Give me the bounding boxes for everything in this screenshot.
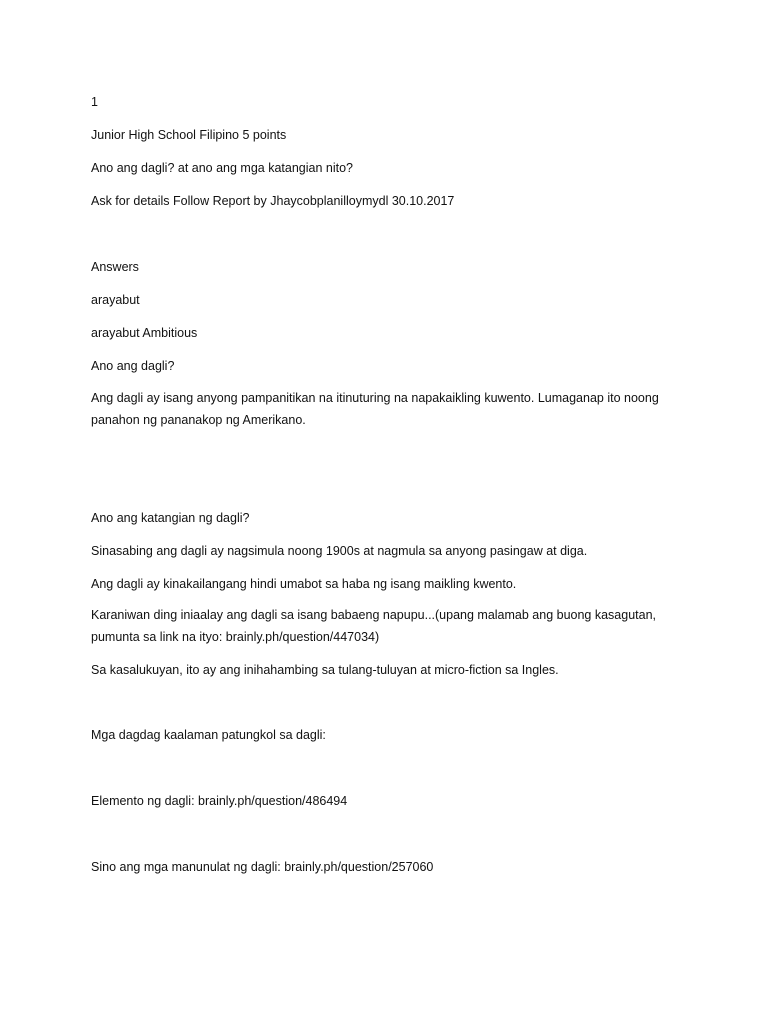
subheading-definition: Ano ang dagli?	[91, 359, 175, 373]
answers-heading: Answers	[91, 260, 139, 274]
link-writers: Sino ang mga manunulat ng dagli: brainly.ph/question/257060	[91, 860, 434, 874]
question-meta: Junior High School Filipino 5 points	[91, 128, 287, 142]
subheading-characteristics: Ano ang katangian ng dagli?	[91, 511, 250, 525]
extra-heading: Mga dagdag kaalaman patungkol sa dagli:	[91, 728, 326, 742]
question-actions: Ask for details Follow Report by Jhaycobplanilloymydl 30.10.2017	[91, 194, 455, 208]
answerer-name: arayabut	[91, 293, 140, 307]
paragraph-comparison: Sa kasalukuyan, ito ay ang inihahambing sa tulang-tuluyan at micro-fiction sa Ingles.	[91, 663, 559, 677]
question-text: Ano ang dagli? at ano ang mga katangian nito?	[91, 161, 354, 175]
paragraph-origin: Sinasabing ang dagli ay nagsimula noong 1900s at nagmula sa anyong pasingaw at diga.	[91, 544, 588, 558]
answerer-rank: arayabut Ambitious	[91, 326, 198, 340]
paragraph-definition: Ang dagli ay isang anyong pampanitikan na itinuturing na napakaikling kuwento. Lumaganap ito noong panahon ng pananakop ng Amerikano.	[91, 391, 659, 427]
page-number: 1	[91, 95, 98, 109]
link-elements: Elemento ng dagli: brainly.ph/question/486494	[91, 794, 348, 808]
paragraph-length: Ang dagli ay kinakailangang hindi umabot sa haba ng isang maikling kwento.	[91, 577, 517, 591]
paragraph-dedication: Karaniwan ding iniaalay ang dagli sa isang babaeng napupu...(upang malamab ang buong kasagutan, pumunta sa link na ityo: brainly.ph/question/447034)	[91, 608, 657, 644]
